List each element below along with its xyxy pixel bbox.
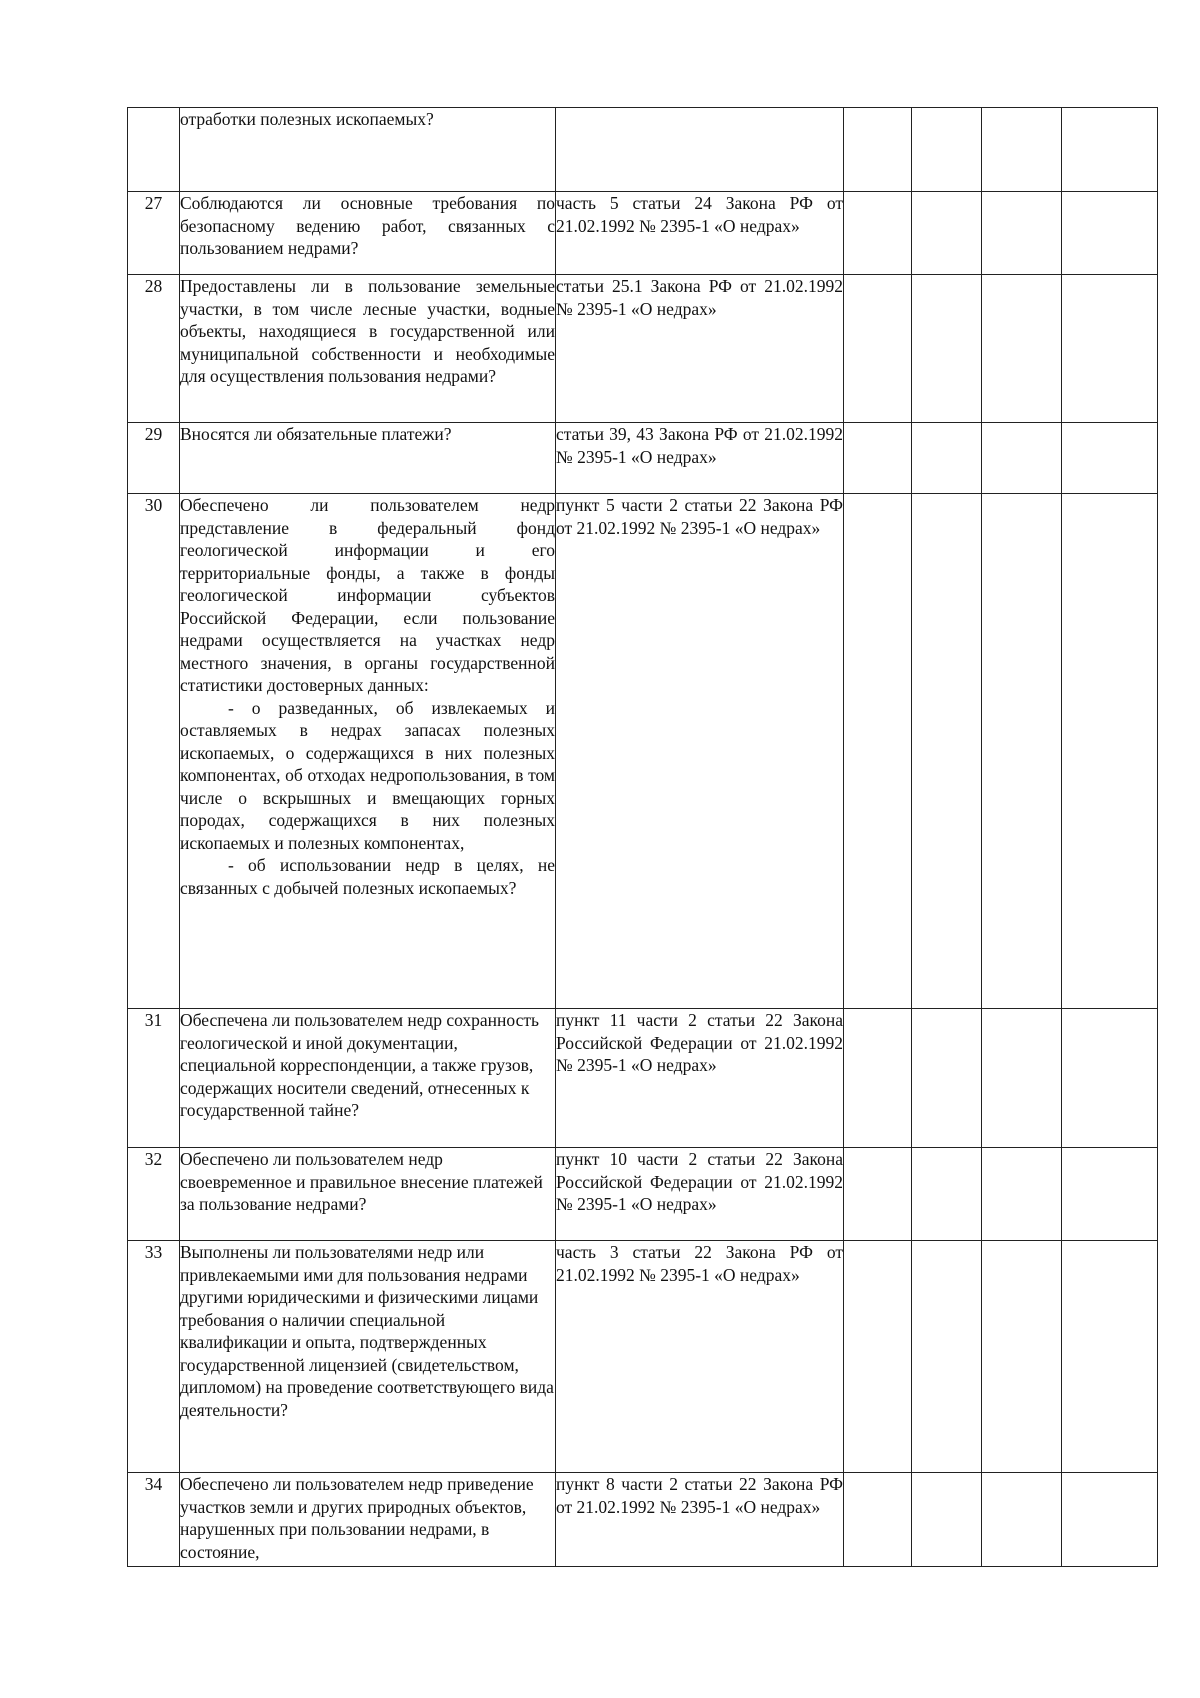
question-cell: Выполнены ли пользователями недр или привлекаемыми ими для пользования недрами другими юридическими и физическими лицами требования о наличии специальной квалификации и опыта, подтвержденных государственной лицензией (свидетельством, дипломом) на проведение соответствующего вида деятельности?	[180, 1241, 556, 1473]
row-number: 29	[128, 423, 180, 494]
question-item: - об использовании недр в целях, не связанных с добычей полезных ископаемых?	[180, 855, 555, 898]
answer-cell	[912, 1473, 982, 1567]
answer-cell	[844, 423, 912, 494]
reference-cell: часть 3 статьи 22 Закона РФ от 21.02.1992 № 2395-1 «О недрах»	[556, 1241, 844, 1473]
answer-cell	[1062, 1009, 1158, 1148]
answer-cell	[982, 108, 1062, 192]
reference-cell: пункт 8 части 2 статьи 22 Закона РФ от 21.02.1992 № 2395-1 «О недрах»	[556, 1473, 844, 1567]
answer-cell	[982, 1009, 1062, 1148]
question-cell: отработки полезных ископаемых?	[180, 108, 556, 192]
question-cell: Обеспечено ли пользователем недр своевременное и правильное внесение платежей за пользование недрами?	[180, 1148, 556, 1241]
reference-cell: статьи 25.1 Закона РФ от 21.02.1992 № 2395-1 «О недрах»	[556, 275, 844, 423]
question-cell	[180, 494, 556, 1009]
checklist-table	[127, 107, 1158, 1567]
checklist-page	[127, 107, 1157, 1567]
table-row	[128, 1473, 1158, 1567]
answer-cell	[982, 423, 1062, 494]
question-cell: Соблюдаются ли основные требования по безопасному ведению работ, связанных с пользованием недрами?	[180, 192, 556, 275]
table-row	[128, 192, 1158, 275]
answer-cell	[844, 192, 912, 275]
answer-cell	[912, 275, 982, 423]
table-row	[128, 1241, 1158, 1473]
row-number: 34	[128, 1473, 180, 1567]
answer-cell	[982, 275, 1062, 423]
answer-cell	[1062, 494, 1158, 1009]
question-cell: Вносятся ли обязательные платежи?	[180, 423, 556, 494]
answer-cell	[1062, 275, 1158, 423]
answer-cell	[844, 1241, 912, 1473]
table-row	[128, 275, 1158, 423]
answer-cell	[912, 423, 982, 494]
answer-cell	[1062, 1148, 1158, 1241]
answer-cell	[1062, 108, 1158, 192]
answer-cell	[1062, 192, 1158, 275]
reference-cell: пункт 11 части 2 статьи 22 Закона Российской Федерации от 21.02.1992 № 2395-1 «О недрах»	[556, 1009, 844, 1148]
answer-cell	[912, 108, 982, 192]
question-item: - о разведанных, об извлекаемых и оставляемых в недрах запасах полезных ископаемых, о содержащихся в них полезных компонентах, об отходах недропользования, в том числе о вскрышных и вмещающих горных породах, содержащихся в них полезных ископаемых и полезных компонентах,	[180, 697, 555, 853]
question-text: Обеспечено ли пользователем недр представление в федеральный фонд геологической информации и его территориальные фонды, а также в фонды геологической информации субъектов Российской Федерации, если пользование недрами осуществляется на участках недр местного значения, в органы государственной статистики достоверных данных:	[180, 495, 555, 695]
answer-cell	[982, 1473, 1062, 1567]
answer-cell	[912, 1241, 982, 1473]
row-number: 28	[128, 275, 180, 423]
row-number: 30	[128, 494, 180, 1009]
question-cell: Обеспечена ли пользователем недр сохранность геологической и иной документации, специальной корреспонденции, а также грузов, содержащих носители сведений, отнесенных к государственной тайне?	[180, 1009, 556, 1148]
reference-cell: часть 5 статьи 24 Закона РФ от 21.02.1992 № 2395-1 «О недрах»	[556, 192, 844, 275]
answer-cell	[912, 1009, 982, 1148]
table-row	[128, 1148, 1158, 1241]
reference-cell: пункт 10 части 2 статьи 22 Закона Российской Федерации от 21.02.1992 № 2395-1 «О недрах»	[556, 1148, 844, 1241]
row-number: 31	[128, 1009, 180, 1148]
question-cell: Предоставлены ли в пользование земельные участки, в том числе лесные участки, водные объекты, находящиеся в государственной или муниципальной собственности и необходимые для осуществления пользования недрами?	[180, 275, 556, 423]
answer-cell	[912, 494, 982, 1009]
answer-cell	[844, 494, 912, 1009]
reference-cell: пункт 5 части 2 статьи 22 Закона РФ от 21.02.1992 № 2395-1 «О недрах»	[556, 494, 844, 1009]
row-number: 33	[128, 1241, 180, 1473]
reference-cell: статьи 39, 43 Закона РФ от 21.02.1992 № 2395-1 «О недрах»	[556, 423, 844, 494]
row-number	[128, 108, 180, 192]
answer-cell	[982, 1241, 1062, 1473]
answer-cell	[1062, 1473, 1158, 1567]
answer-cell	[982, 192, 1062, 275]
answer-cell	[912, 192, 982, 275]
table-row	[128, 108, 1158, 192]
answer-cell	[912, 1148, 982, 1241]
table-row	[128, 1009, 1158, 1148]
answer-cell	[844, 1473, 912, 1567]
answer-cell	[844, 275, 912, 423]
table-row	[128, 423, 1158, 494]
row-number: 32	[128, 1148, 180, 1241]
question-cell: Обеспечено ли пользователем недр приведение участков земли и других природных объектов, нарушенных при пользовании недрами, в состояние,	[180, 1473, 556, 1567]
answer-cell	[1062, 1241, 1158, 1473]
table-row	[128, 494, 1158, 1009]
reference-cell	[556, 108, 844, 192]
answer-cell	[844, 108, 912, 192]
answer-cell	[982, 494, 1062, 1009]
answer-cell	[844, 1009, 912, 1148]
answer-cell	[1062, 423, 1158, 494]
answer-cell	[982, 1148, 1062, 1241]
answer-cell	[844, 1148, 912, 1241]
row-number: 27	[128, 192, 180, 275]
